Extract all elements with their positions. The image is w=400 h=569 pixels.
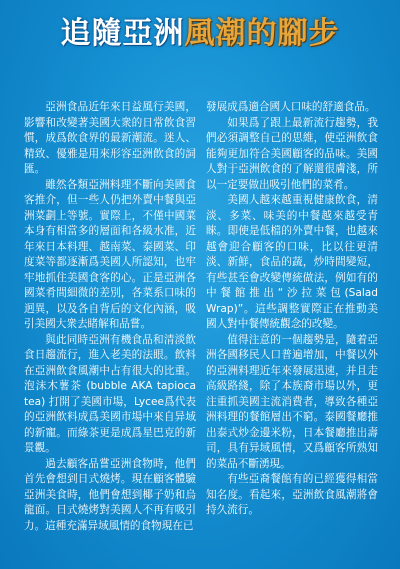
paragraph: 雖然各類亞洲料理不斷向美國食客推介，但一些人仍把外賣中餐與亞洲菜劃上等號。實際上，不僅中國菜本身有相當多的層面和各級水准，近年來日本料理、越南菜、泰國菜、印度菜等都逐漸爲美國人所認知，也牢牢地抓住美國食客的心。正是亞洲各國菜肴間細微的差別，各菜系口味的迥異，以及各自背后的文化內涵，吸引美國大衆去睹解和品嘗。 <box>24 178 196 330</box>
paragraph: 有些亞裔餐館有的已經獲得相當知名度。看起來，亞洲飲食風潮將會持久流行。 <box>206 473 378 516</box>
title-accent-part: 風潮的腳步 <box>184 16 340 51</box>
paragraph: 發展成爲適合國人口味的舒適食品。 <box>206 101 376 113</box>
title-white-part: 追隨亞洲 <box>60 16 185 51</box>
paragraph: 亞洲食品近年來日益風行美國，影響和改變著美國大衆的日常飲食習慣，成爲飲食界的最新潮流。迷人、精致、優雅是用來形容亞洲飲食的詞匯。 <box>24 101 196 175</box>
left-column <box>24 100 196 534</box>
paragraph: 美國人越來越重視健康飲食，清淡、多菜、味美的中餐越來越受青睞。即使是低檔的外賣中餐，也越來越會迎合顧客的口味，比以往更清淡、新鮮，食品的蔬，炒時間變短，有些甚至會改變傳統做法，例如有的中餐館推出“沙拉菜包(Salad Wrap)”。這些調整實際正在推動美國人對中餐傳統觀念的改變。 <box>206 194 378 330</box>
paragraph: 如果爲了跟上最新流行趨勢，我們必須調整自己的思維，使亞洲飲食能夠更加符合美國顧客的品味。美國人對于亞洲飲食的了解還很膚淺，所以一定要做出吸引他們的菜肴。 <box>206 116 378 191</box>
article-title <box>61 8 340 52</box>
header <box>0 0 400 96</box>
paragraph: 與此同時亞洲有機食品和清淡飲食日趨流行，進入老美的法眼。飲料在亞洲飲食風潮中占有很大的比重。泡沫木薯茶 (bubble AKA tapioca tea) 打開了美國市場，Lycee爲代表的亞洲飲料成爲美國市場中來自异域的新寵。而綠茶更是成爲星巴克的新景觀。 <box>24 333 196 454</box>
paragraph: 值得注意的一個趨勢是，隨着亞洲各國移民人口普遍增加，中餐以外的亞洲料理近年來發展迅速，并且走高級路綫，除了本族裔市場以外，更注重抓美國主流消費者，導致各種亞洲料理的餐館層出不窮。泰國餐廳推出泰式炒金邊米粉，日本餐廳推出壽司，具有异域風情，又爲顧客所熟知的菜品不斷湧現。 <box>206 333 378 470</box>
right-column <box>206 100 378 519</box>
paragraph: 過去顧客品嘗亞洲食物時，他們首先會想到日式燒烤。現在顧客體驗亞洲美食時，他們會想到椰子奶和烏龍面。日式燒烤對美國人不再有吸引力。這種充滿异域風情的食物現在已 <box>24 457 196 532</box>
